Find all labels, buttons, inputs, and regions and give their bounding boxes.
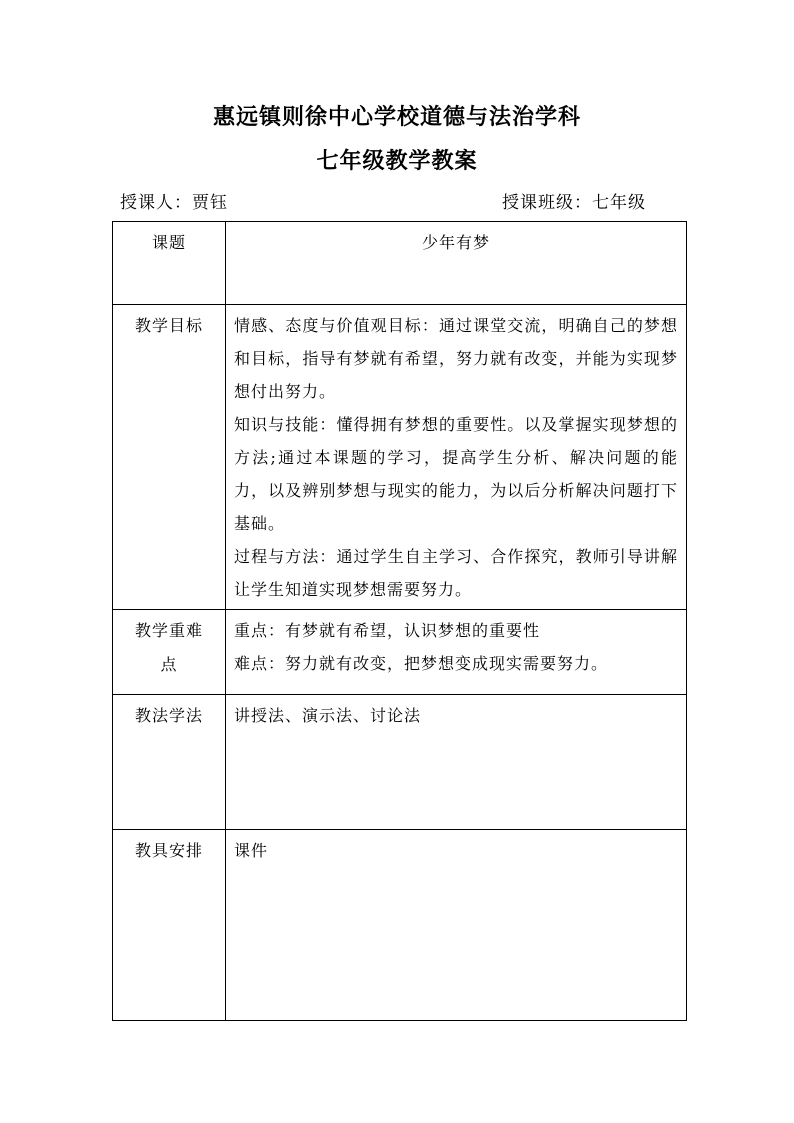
methods-value: 讲授法、演示法、讨论法 [226,695,687,830]
table-row-objectives [113,305,687,610]
key-points-cell [113,610,226,695]
key-point-focus: 重点：有梦就有希望，认识梦想的重要性 [234,621,541,640]
topic-label: 课题 [113,222,226,305]
objectives-content [226,305,687,610]
table-row-tools [113,830,687,1021]
methods-label: 教法学法 [113,695,226,830]
document-title: 惠远镇则徐中心学校道德与法治学科 [212,105,581,130]
class-label: 授课班级：七年级 [502,193,646,213]
key-points-label: 教学重难点 [134,621,203,674]
table-row-key-points [113,610,687,695]
objective-affective: 情感、态度与价值观目标：通过课堂交流，明确自己的梦想和目标，指导有梦就有希望，努力就有改变，并能为实现梦想付出努力。 [234,316,678,401]
key-point-difficulty: 难点：努力就有改变，把梦想变成现实需要努力。 [234,654,609,673]
topic-value: 少年有梦 [226,222,687,305]
objectives-label: 教学目标 [113,305,226,610]
document-subtitle: 七年级教学教案 [316,149,478,174]
objective-knowledge: 知识与技能：懂得拥有梦想的重要性。以及掌握实现梦想的方法;通过本课题的学习，提高学生分析、解决问题的能力，以及辨别梦想与现实的能力，为以后分析解决问题打下基础。 [234,415,678,533]
table-row-methods [113,695,687,830]
lesson-plan-table [112,221,687,1021]
objective-process: 过程与方法：通过学生自主学习、合作探究，教师引导讲解让学生知道实现梦想需要努力。 [234,547,678,599]
teacher-label: 授课人：贾钰 [120,193,228,213]
key-points-content [226,610,687,695]
table-row-topic [113,222,687,305]
tools-label: 教具安排 [113,830,226,1021]
tools-value: 课件 [226,830,687,1021]
